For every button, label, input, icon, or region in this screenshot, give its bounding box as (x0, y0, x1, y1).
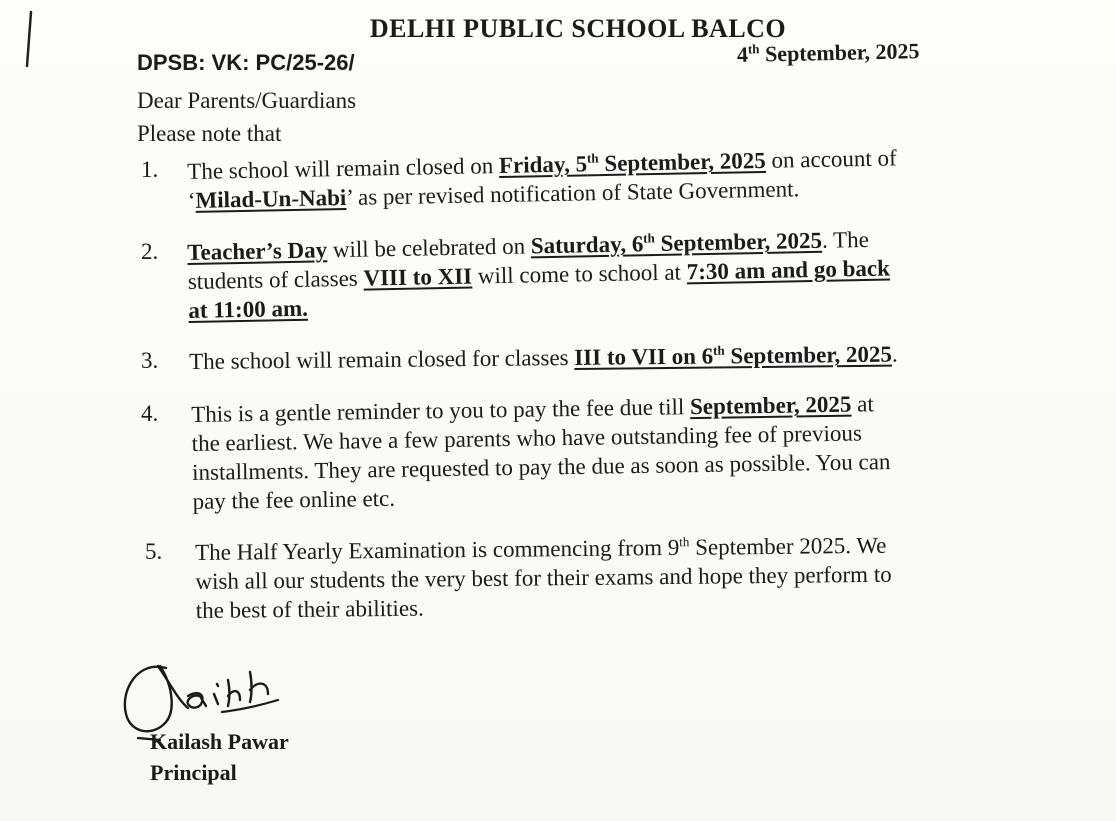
school-name: DELHI PUBLIC SCHOOL BALCO (369, 14, 787, 43)
notice-item-fee-reminder: This is a gentle reminder to you to pay the fee due till September, 2025 at the earliest. We have a few parents who have outstanding fee of previous installments. They are requested to pay the due as soon as possible. You can pay the fee online etc. (191, 391, 891, 514)
item-number: 4. (141, 401, 159, 426)
intro-text: Please note that (137, 121, 282, 146)
notice-item-half-yearly-exam: The Half Yearly Examination is commencing from 9th September 2025. We wish all our students the very best for their exams and hope they perform to the best of their abilities. (195, 532, 892, 623)
notice-item-closure-friday: The school will remain closed on Friday, 5th September, 2025 on account of ‘Milad-Un-Nabi’ as per revised notification of State Government. (187, 145, 897, 213)
item-number: 2. (141, 239, 159, 264)
signatory-name: Kailash Pawar (150, 729, 289, 754)
item-number: 1. (141, 157, 159, 182)
reference-number: DPSB: VK: PC/25-26/ (137, 50, 355, 75)
item-number: 5. (145, 539, 163, 564)
signatory-title: Principal (150, 760, 237, 785)
salutation: Dear Parents/Guardians (137, 88, 357, 113)
item-number: 3. (141, 348, 159, 373)
notice-item-closure-classes: The school will remain closed for classes III to VII on 6th September, 2025. (189, 341, 898, 374)
letter-date: 4th September, 2025 (736, 38, 920, 67)
notice-item-teachers-day: Teacher’s Day will be celebrated on Saturday, 6th September, 2025. The students of classes VIII to XII will come to school at 7:30 am and go back at 11:00 am. (187, 226, 891, 323)
